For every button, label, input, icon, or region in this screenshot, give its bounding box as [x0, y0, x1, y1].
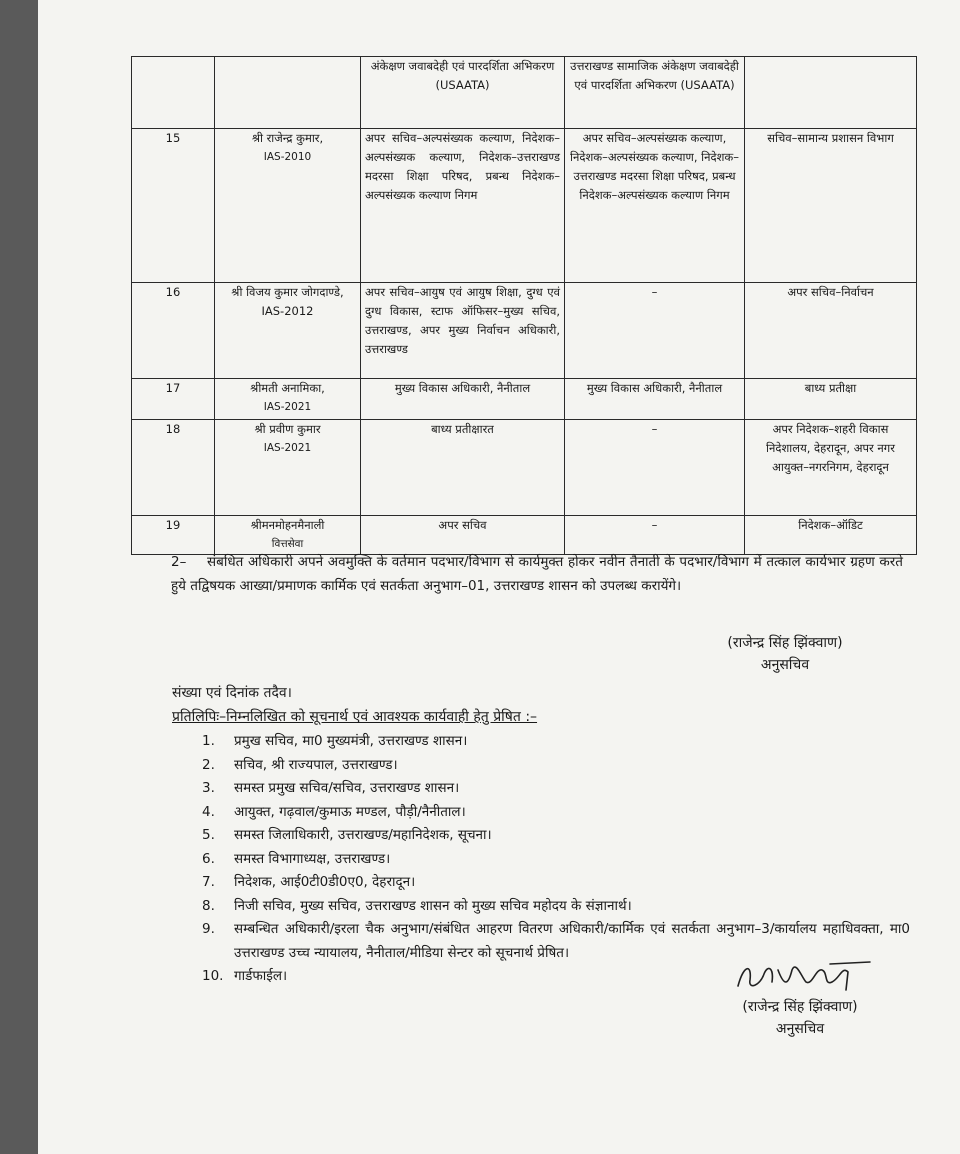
list-text: सम्बन्धित अधिकारी/इरला चैक अनुभाग/संबंधित आहरण वितरण अधिकारी/कार्मिक एवं सतर्कता अनुभाग–3/कार्यालय महाधिवक्ता, मा0 उत्तराखण्ड उच्च न्यायालय, नैनीताल/मीडिया सेन्टर को सूचनार्थ प्रेषित।	[234, 921, 910, 961]
relieved-post-cell: –	[565, 420, 745, 516]
new-post-cell: बाध्य प्रतीक्षा	[745, 379, 917, 420]
officer-name-cell	[215, 283, 361, 379]
signature-block-bottom	[710, 996, 890, 1040]
current-post-cell: अपर सचिव	[361, 516, 565, 555]
list-number: 7.	[202, 874, 215, 890]
list-item	[202, 895, 910, 919]
list-text: सचिव, श्री राज्यपाल, उत्तराखण्ड।	[234, 756, 398, 773]
officer-name-cell	[215, 57, 361, 129]
copy-heading: प्रतिलिपिः–निम्नलिखित को सूचनार्थ एवं आवश्यक कार्यवाही हेतु प्रेषित :–	[172, 709, 538, 725]
handwritten-signature	[730, 956, 880, 998]
list-item	[202, 848, 910, 872]
officer-service: IAS-2021	[263, 401, 312, 413]
relieved-post-cell: –	[565, 283, 745, 379]
signatory-designation: अनुसचिव	[760, 657, 810, 673]
list-text: गार्डफाईल।	[234, 968, 288, 984]
officer-service: IAS-2021	[263, 442, 312, 454]
serial-number-cell: 17	[132, 379, 215, 420]
new-post-cell: सचिव–सामान्य प्रशासन विभाग	[745, 129, 917, 283]
signatory-name: (राजेन्द्र सिंह झिंक्वाण)	[742, 999, 858, 1015]
serial-number-cell: 16	[132, 283, 215, 379]
new-post-cell: निदेशक–ऑडिट	[745, 516, 917, 555]
current-post-cell: अपर सचिव–अल्पसंख्यक कल्याण, निदेशक–अल्पसंख्यक कल्याण, निदेशक–उत्तराखण्ड मदरसा शिक्षा परिषद, प्रबन्ध निदेशक–अल्पसंख्यक कल्याण निगम	[361, 129, 565, 283]
list-number: 5.	[202, 827, 215, 843]
list-text: समस्त प्रमुख सचिव/सचिव, उत्तराखण्ड शासन।	[234, 780, 460, 796]
serial-number-cell: 15	[132, 129, 215, 283]
signature-block-top	[690, 632, 880, 676]
officer-name: श्रीमनमोहनमैनाली	[250, 518, 325, 532]
table-row	[132, 283, 917, 379]
list-text: प्रमुख सचिव, मा0 मुख्यमंत्री, उत्तराखण्ड शासन।	[234, 733, 468, 749]
transfer-table	[131, 56, 917, 555]
current-post-cell: अंकेक्षण जवाबदेही एवं पारदर्शिता अभिकरण (USAATA)	[361, 57, 565, 129]
list-number: 4.	[202, 803, 215, 820]
new-post-cell: अपर सचिव–निर्वाचन	[745, 283, 917, 379]
list-number: 10.	[202, 968, 224, 984]
instruction-paragraph	[171, 550, 903, 598]
list-text: निदेशक, आई0टी0डी0ए0, देहरादून।	[234, 874, 416, 890]
list-item	[202, 777, 910, 801]
officer-service: वित्तसेवा	[271, 538, 304, 550]
officer-name: श्रीमती अनामिका,	[250, 381, 325, 395]
officer-service: IAS-2010	[263, 151, 312, 163]
paragraph-text: संबधित अधिकारी अपने अवमुक्ति के वर्तमान पदभार/विभाग से कार्यमुक्त होकर नवीन तैनाती के पदभार/विभाग में तत्काल कार्यभार ग्रहण करते हुये तद्विषयक आख्या/प्रमाणक कार्मिक एवं सतर्कता अनुभाग–01, उत्तराखण्ड शासन को उपलब्ध करायेंगे।	[171, 554, 903, 594]
paragraph-number: 2–	[171, 554, 187, 570]
table-row	[132, 420, 917, 516]
list-number: 2.	[202, 756, 215, 773]
serial-number-cell: 19	[132, 516, 215, 555]
relieved-post-cell: अपर सचिव–अल्पसंख्यक कल्याण, निदेशक–अल्पसंख्यक कल्याण, निदेशक–उत्तराखण्ड मदरसा शिक्षा परिषद, प्रबन्ध निदेशक–अल्पसंख्यक कल्याण निगम	[565, 129, 745, 283]
list-text: निजी सचिव, मुख्य सचिव, उत्तराखण्ड शासन को मुख्य सचिव महोदय के संज्ञानार्थ।	[234, 897, 632, 914]
signatory-name: (राजेन्द्र सिंह झिंक्वाण)	[727, 635, 843, 651]
table-row	[132, 129, 917, 283]
officer-name-cell	[215, 129, 361, 283]
list-item	[202, 801, 910, 825]
list-number: 8.	[202, 897, 215, 914]
signatory-designation: अनुसचिव	[775, 1021, 825, 1037]
table-row	[132, 57, 917, 129]
list-item	[202, 730, 910, 754]
officer-name-cell	[215, 516, 361, 555]
officer-name: श्री राजेन्द्र कुमार,	[251, 131, 324, 145]
list-item	[202, 871, 910, 895]
list-number: 3.	[202, 780, 215, 796]
officer-name: श्री विजय कुमार जोगदाण्डे, IAS-2012	[231, 285, 344, 318]
new-post-cell: अपर निदेशक–शहरी विकास निदेशालय, देहरादून, अपर नगर आयुक्त–नगरनिगम, देहरादून	[745, 420, 917, 516]
reference-line: संख्या एवं दिनांक तदैव।	[172, 685, 292, 701]
serial-number-cell: 18	[132, 420, 215, 516]
relieved-post-cell: मुख्य विकास अधिकारी, नैनीताल	[565, 379, 745, 420]
list-number: 1.	[202, 733, 215, 749]
copy-recipient-list	[202, 730, 910, 989]
current-post-cell: अपर सचिव–आयुष एवं आयुष शिक्षा, दुग्ध एवं दुग्ध विकास, स्टाफ ऑफिसर–मुख्य सचिव, उत्तराखण्ड, अपर मुख्य निर्वाचन अधिकारी, उत्तराखण्ड	[361, 283, 565, 379]
list-text: आयुक्त, गढ़वाल/कुमाऊ मण्डल, पौड़ी/नैनीताल।	[234, 803, 466, 820]
relieved-post-cell: उत्तराखण्ड सामाजिक अंकेक्षण जवाबदेही एवं पारदर्शिता अभिकरण (USAATA)	[565, 57, 745, 129]
new-post-cell	[745, 57, 917, 129]
relieved-post-cell: –	[565, 516, 745, 555]
current-post-cell: बाध्य प्रतीक्षारत	[361, 420, 565, 516]
serial-number-cell	[132, 57, 215, 129]
list-number: 6.	[202, 850, 215, 867]
list-text: समस्त जिलाधिकारी, उत्तराखण्ड/महानिदेशक, सूचना।	[234, 827, 492, 843]
list-text: समस्त विभागाध्यक्ष, उत्तराखण्ड।	[234, 850, 391, 867]
officer-name-cell	[215, 420, 361, 516]
current-post-cell: मुख्य विकास अधिकारी, नैनीताल	[361, 379, 565, 420]
officer-name: श्री प्रवीण कुमार	[254, 422, 321, 436]
table-row	[132, 516, 917, 555]
list-item	[202, 824, 910, 848]
table-row	[132, 379, 917, 420]
officer-name-cell	[215, 379, 361, 420]
list-number: 9.	[202, 921, 215, 937]
list-item	[202, 754, 910, 778]
